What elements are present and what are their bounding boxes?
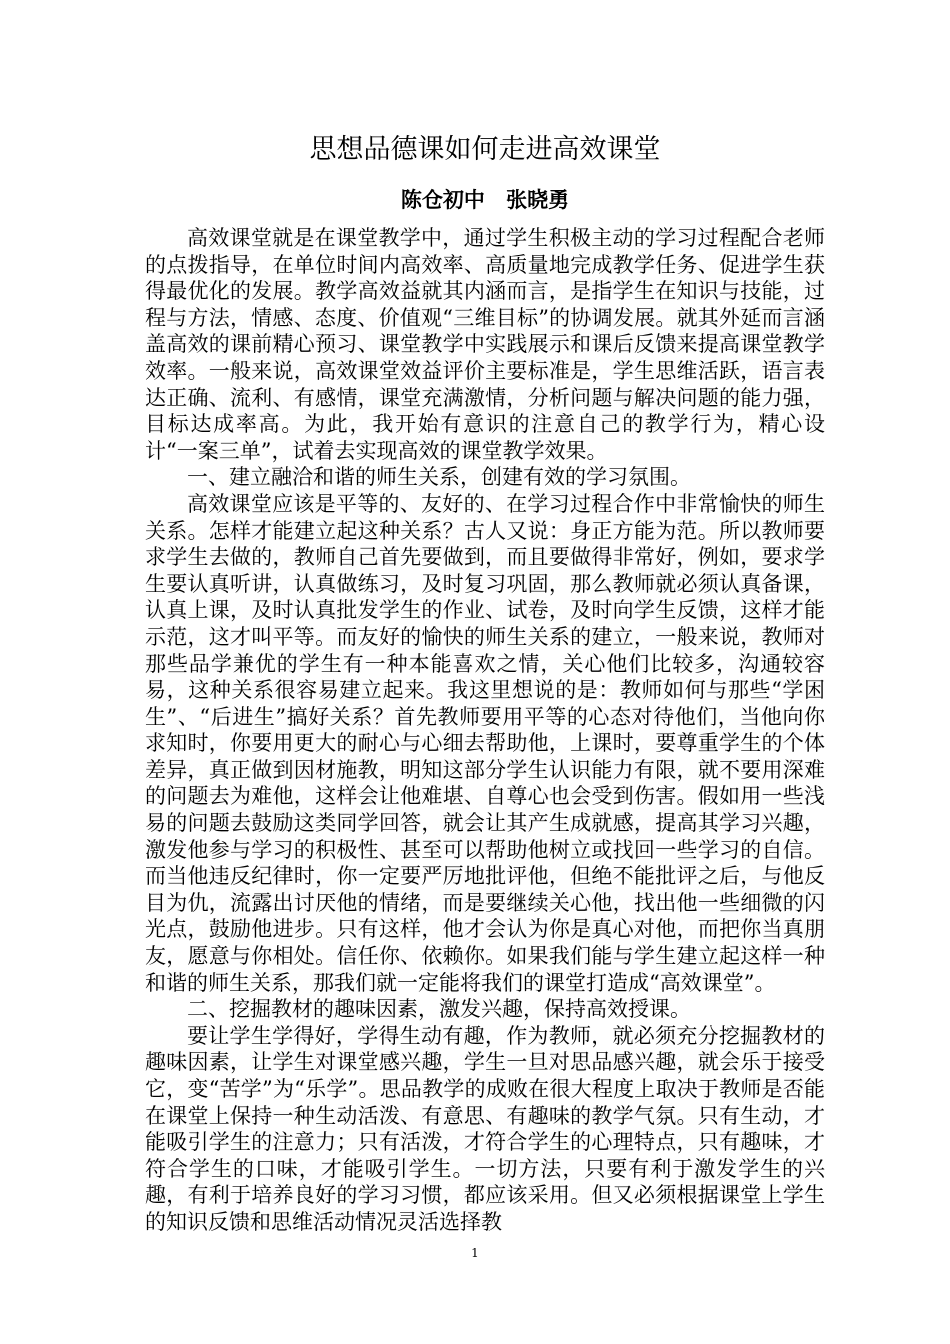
paragraph-section-1: 高效课堂应该是平等的、友好的、在学习过程合作中非常愉快的师生关系。怎样才能建立起这种关系？古人又说：身正方能为范。所以教师要求学生去做的，教师自己首先要做到，而且要做得非常好，例如，要求学生要认真听讲，认真做练习，及时复习巩固，那么教师就必须认真备课，认真上课，及时认真批发学生的作业、试卷，及时向学生反馈，这样才能示范，这才叫平等。而友好的愉快的师生关系的建立，一般来说，教师对那些品学兼优的学生有一种本能喜欢之情，关心他们比较多，沟通较容易，这种关系很容易建立起来。我这里想说的是：教师如何与那些“学困生”、“后进生”搞好关系？首先教师要用平等的心态对待他们，当他向你求知时，你要用更大的耐心与心细去帮助他，上课时，要尊重学生的个体差异，真正做到因材施教，明知这部分学生认识能力有限，就不要用深难的问题去为难他，这样会让他难堪、自尊心也会受到伤害。假如用一些浅易的问题去鼓励这类同学回答，就会让其产生成就感，提高其学习兴趣，激发他参与学习的积极性、甚至可以帮助他树立或找回一些学习的自信。而当他违反纪律时，你一定要严厉地批评他，但绝不能批评之后，与他反目为仇，流露出讨厌他的情绪，而是要继续关心他，找出他一些细微的闪光点，鼓励他进步。只有这样，他才会认为你是真心对他，而把你当真朋友，愿意与你相处。信任你、依赖你。如果我们能与学生建立起这样一种和谐的师生关系，那我们就一定能将我们的课堂打造成“高效课堂”。 xyxy=(145,491,825,995)
document-title: 思想品德课如何走进高效课堂 xyxy=(309,134,661,165)
document-author: 陈仓初中 张晓勇 xyxy=(400,188,570,212)
section-heading-2: 二、挖掘教材的趣味因素，激发兴趣，保持高效授课。 xyxy=(187,997,691,1022)
document-body xyxy=(145,225,825,1236)
paragraph-section-2: 要让学生学得好，学得生动有趣，作为教师，就必须充分挖掘教材的趣味因素，让学生对课堂感兴趣，学生一旦对思品感兴趣，就会乐于接受它，变“苦学”为“乐学”。思品教学的成败在很大程度上取决于教师是否能在课堂上保持一种生动活泼、有意思、有趣味的教学气氛。只有生动，才能吸引学生的注意力；只有活泼，才符合学生的心理特点，只有趣味，才符合学生的口味，才能吸引学生。一切方法，只要有利于激发学生的兴趣，有利于培养良好的学习习惯，都应该采用。但又必须根据课堂上学生的知识反馈和思维活动情况灵活选择教 xyxy=(145,1023,825,1234)
section-heading-1: 一、建立融洽和谐的师生关系，创建有效的学习氛围。 xyxy=(187,465,691,490)
paragraph-intro: 高效课堂就是在课堂教学中，通过学生积极主动的学习过程配合老师的点拨指导，在单位时间内高效率、高质量地完成教学任务、促进学生获得最优化的发展。教学高效益就其内涵而言，是指学生在知识与技能，过程与方法，情感、态度、价值观“三维目标”的协调发展。就其外延而言涵盖高效的课前精心预习、课堂教学中实践展示和课后反馈来提高课堂教学效率。一般来说，高效课堂效益评价主要标准是，学生思维活跃，语言表达正确、流利、有感情，课堂充满激情，分析问题与解决问题的能力强，目标达成率高。为此，我开始有意识的注意自己的教学行为，精心设计“一案三单”，试着去实现高效的课堂教学效果。 xyxy=(145,226,825,463)
page-number: 1 xyxy=(471,1246,479,1260)
